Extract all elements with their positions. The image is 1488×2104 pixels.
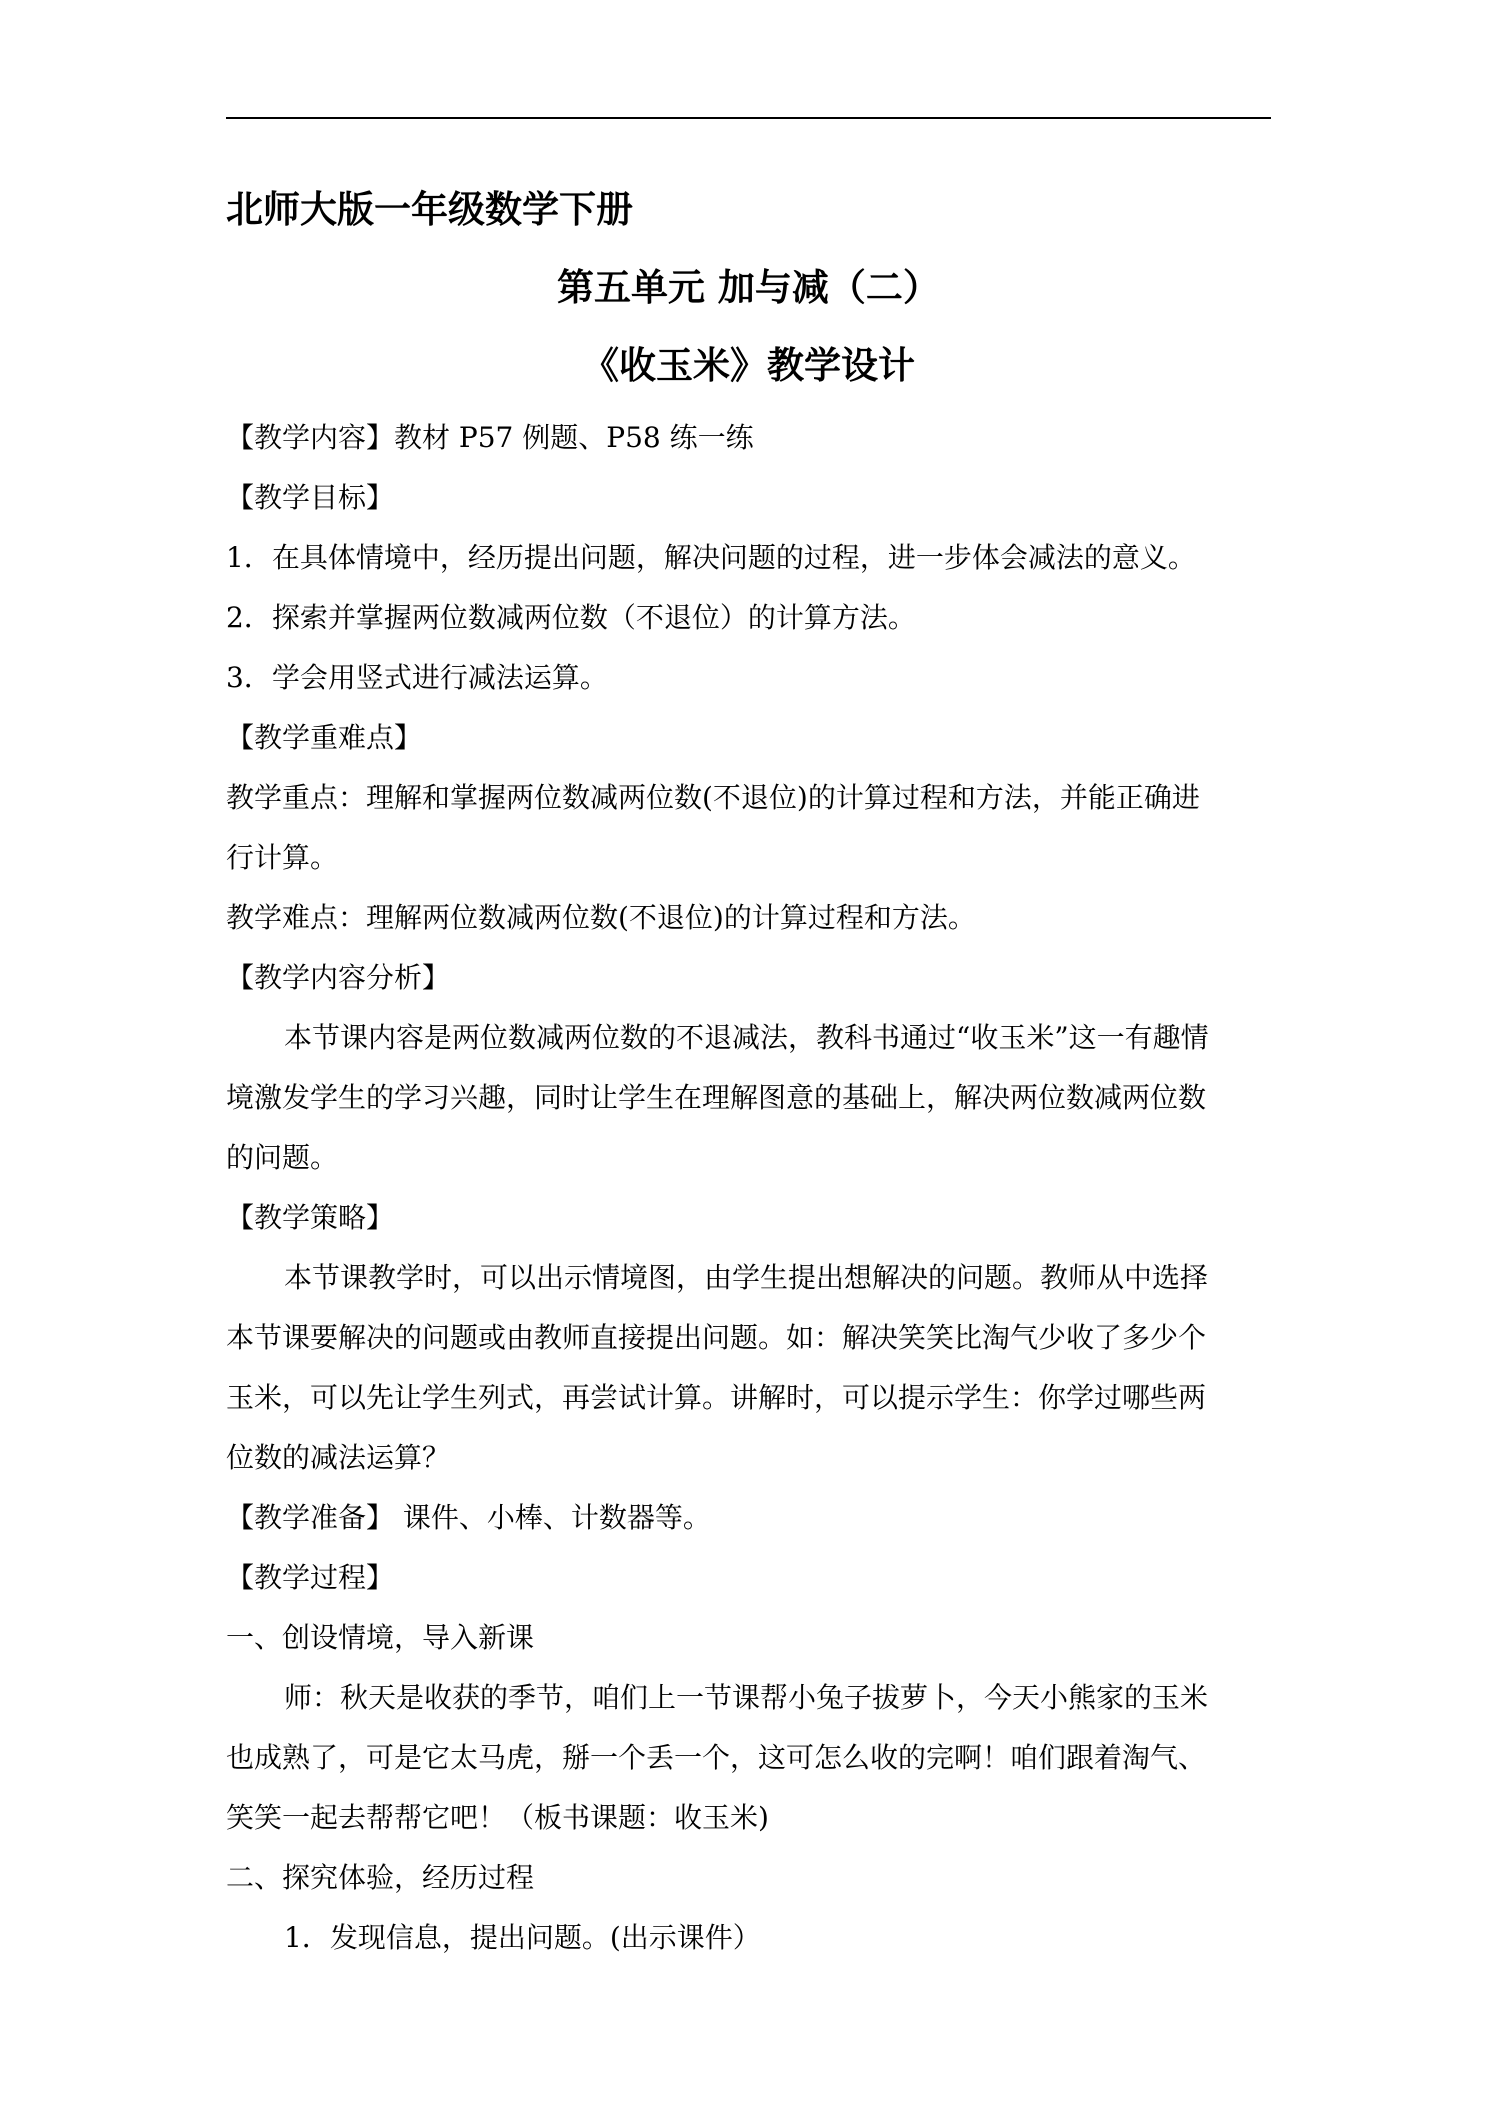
analysis-line: 的问题。 <box>226 1141 339 1174</box>
analysis-heading: 【教学内容分析】 <box>226 961 451 994</box>
teacher-line: 师：秋天是收获的季节，咱们上一节课帮小兔子拔萝卜，今天小熊家的玉米 <box>284 1681 1209 1714</box>
strategy-heading: 【教学策略】 <box>226 1201 395 1234</box>
teacher-line: 笑笑一起去帮帮它吧！（板书课题：收玉米) <box>226 1801 769 1834</box>
goal-item: 3．学会用竖式进行减法运算。 <box>226 661 608 694</box>
analysis-line: 境激发学生的学习兴趣，同时让学生在理解图意的基础上，解决两位数减两位数 <box>226 1081 1207 1114</box>
strategy-line: 本节课教学时，可以出示情境图，由学生提出想解决的问题。教师从中选择 <box>284 1261 1209 1294</box>
header-rule <box>226 117 1271 119</box>
key-point-line: 行计算。 <box>226 841 339 874</box>
teacher-line: 也成熟了，可是它太马虎，掰一个丢一个，这可怎么收的完啊！咱们跟着淘气、 <box>226 1741 1207 1774</box>
key-difficulty-heading: 【教学重难点】 <box>226 721 423 754</box>
goal-item: 2．探索并掌握两位数减两位数（不退位）的计算方法。 <box>226 601 916 634</box>
book-title: 北师大版一年级数学下册 <box>226 188 633 231</box>
difficulty-line: 教学难点：理解两位数减两位数(不退位)的计算过程和方法。 <box>226 901 976 934</box>
strategy-line: 本节课要解决的问题或由教师直接提出问题。如：解决笑笑比淘气少收了多少个 <box>226 1321 1207 1354</box>
step-line: 1．发现信息，提出问题。(出示课件） <box>284 1921 761 1954</box>
section-heading: 一、创设情境，导入新课 <box>226 1621 535 1654</box>
key-point-line: 教学重点：理解和掌握两位数减两位数(不退位)的计算过程和方法，并能正确进 <box>226 781 1200 814</box>
document-body <box>226 408 1271 1968</box>
preparation-line: 【教学准备】 课件、小棒、计数器等。 <box>226 1501 711 1534</box>
lesson-title: 《收玉米》教学设计 <box>582 344 915 387</box>
strategy-line: 位数的减法运算？ <box>226 1441 451 1474</box>
teaching-content: 【教学内容】教材 P57 例题、P58 练一练 <box>226 421 754 454</box>
unit-title: 第五单元 加与减（二） <box>557 266 940 309</box>
section-heading: 二、探究体验，经历过程 <box>226 1861 535 1894</box>
goals-heading: 【教学目标】 <box>226 481 395 514</box>
process-heading: 【教学过程】 <box>226 1561 395 1594</box>
analysis-line: 本节课内容是两位数减两位数的不退减法，教科书通过“收玉米”这一有趣情 <box>284 1021 1209 1054</box>
strategy-line: 玉米，可以先让学生列式，再尝试计算。讲解时，可以提示学生：你学过哪些两 <box>226 1381 1207 1414</box>
goal-item: 1．在具体情境中，经历提出问题，解决问题的过程，进一步体会减法的意义。 <box>226 541 1196 574</box>
